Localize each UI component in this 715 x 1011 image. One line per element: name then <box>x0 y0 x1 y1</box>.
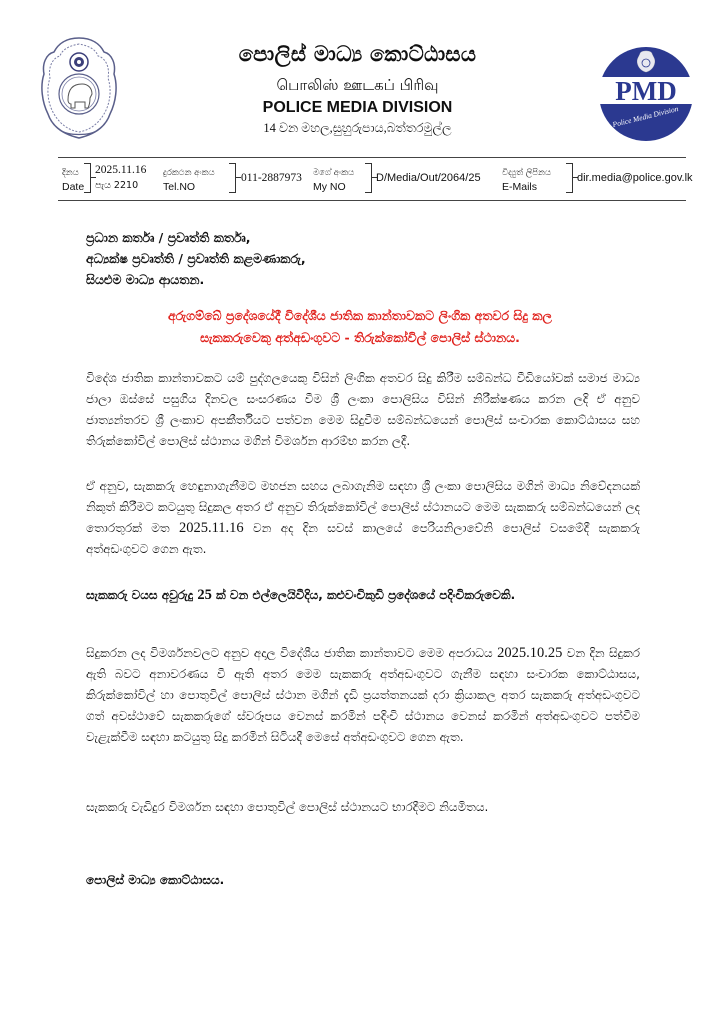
my-no-value: D/Media/Out/2064/25 <box>376 172 481 184</box>
my-no-label-si: මගේ අංකය <box>313 168 355 178</box>
email-label-en: E-Mails <box>502 181 538 193</box>
date-time: පැය 2210 <box>95 180 139 191</box>
paragraph-3-text-a: සැකකරු වයස අවුරුදු <box>86 588 194 602</box>
paragraph-4-date: 2025.10.25 <box>497 645 563 661</box>
header-title-tamil: பொலிஸ் ஊடகப் பிரிவு <box>276 76 439 94</box>
pmd-logo-subtext: Police Media Division <box>611 104 680 130</box>
addressee-block <box>86 227 306 290</box>
date-label-en: Date <box>62 181 85 193</box>
paragraph-2 <box>86 476 640 560</box>
headline-line-2: සැකකරුවෙකු අත්අඩංගුවට - තිරුක්කෝවිල් පොලිස් ස්ථානය. <box>200 330 520 345</box>
pmd-logo-text: PMD <box>615 76 677 106</box>
email-label-si: විද්‍යුත් ලිපිනය <box>502 168 551 178</box>
my-no-brace <box>365 163 372 193</box>
tel-label-en: Tel.NO <box>163 181 196 193</box>
headline <box>90 305 630 349</box>
paragraph-3-text-b: ක් වන එල්ලෙයිවීදිය, කළුවංචිකුඩි ප්‍රදේශයේ පදිංචිකරුවෙකි. <box>216 588 516 602</box>
email-label <box>502 166 551 194</box>
tel-label-si: දුරකථන අංකය <box>163 168 215 178</box>
paragraph-3-age: 25 <box>197 587 212 603</box>
headline-line-1: අරුගම්බේ ප්‍රදේශයේදී විදේශීය ජාතික කාන්තාවකට ලිංගික අතවර සිදු කල <box>168 308 552 323</box>
paragraph-1: විදේශ ජාතික කාන්තාවකට යම් පුද්ගලයෙකු විසින් ලිංගික අතවර සිදු කිරීම සම්බන්ධ වීඩියෝවක් සමාජ මාධ්‍ය ජාලා ඔස්සේ පසුගිය දිනවල සංසරණය වීම ශ්‍රී ලංකා පොලිසිය විසින් නිරීක්ෂණය කරන ලදි ඒ අනුව ජාත්‍යන්තරව ශ්‍රී ලංකාව අපකීර්තියට පත්වන මෙම සිදුවීම සම්බන්ධයෙන් පොලිස් සංචාරක කොට්ඨාසය සහ තිරුක්කෝවිල් පොලිස් ස්ථානය මගින් විමර්ශන ආරම්භ කරන ලදී. <box>86 371 640 448</box>
paragraph-4-text-b: වන දින සිදුකර ඇති බවට අනාවරණය වී ඇති අතර මෙම සැකකරු අත්අඩංගුවට ගැනීම සඳහා සංචාරක කොට්ඨාසය, කිරුක්කෝවිල් හා පොතුවිල් පොලිස් ස්ථාන මගින් දැඩි ප්‍රයත්තනයක් දරා ක්‍රියාකල අතර සැකකරු අත්අඩංගුවට ගත් අවස්ථාවේ සැකකරුගේ ස්වරූපය වෙනස් කරමින් පදිංචි ස්ථානය වෙනස් කරමින් අත්අඩංගුවට පත්වීම වැළැක්වීම සඳහා කටයුතු සිදු කරමින් සිටියදී මෙසේ අත්අඩංගුවට ගෙන ඇත. <box>86 646 640 744</box>
paragraph-2-text-b: වන අද දින සවස් කාලයේ පෙරියනිලාවේනි පොලිස් වසමේදී සැකකරු අත්අඩංගුවට ගෙන ඇත. <box>86 521 640 556</box>
paragraph-5: සැකකරු වැඩිදුර විමර්ශන සඳහා පොතුවිල් පොලිස් ස්ථානයට භාරදීමට නියමිතය. <box>86 800 489 814</box>
header-title-english: POLICE MEDIA DIVISION <box>262 99 453 116</box>
paragraph-4-text-a: සිදුකරන ලද විමර්ශනවලට අනුව අදාල විදේශීය ජාතික කාන්තාවට මෙම අපරාධය <box>86 646 493 660</box>
paragraph-4 <box>86 643 640 748</box>
signature: පොලිස් මාධ්‍ය කොට්ඨාසය. <box>86 873 225 887</box>
sri-lanka-police-emblem-logo <box>38 34 120 144</box>
email-link[interactable]: dir.media@police.gov.lk <box>577 172 693 184</box>
pmd-logo <box>596 44 696 144</box>
addressee-line: ප්‍රධාන කර්තෘ / ප්‍රවෘත්ති කර්තෘ, <box>86 230 251 245</box>
my-no-label <box>313 166 354 194</box>
tel-label <box>163 166 215 194</box>
date-label <box>62 166 84 194</box>
header-address: 14 වන මහල,සුහුරුපාය,බත්තරමුල්ල <box>263 121 452 135</box>
email-brace <box>566 163 573 193</box>
paragraph-2-text-a: ඒ අනුව, සැකකරු හෙඳුනාගැනීමට මහජන සහය ලබාගැනිම සඳහා ශ්‍රී ලංකා පොලිසිය මගින් මාධ්‍ය නිවේදනයක් නිකුත් කිරීමට කටයුතු සිදුකල අතර ඒ අනුව තිරුක්කෝවිල් පොලිස් ස්ථානයට මෙම සැකකරු සම්බන්ධයෙන් ලද තොරතුරක් මත <box>86 479 640 535</box>
header-title-sinhala: පොලිස් මාධ්‍ය කොට්ඨාසය <box>238 42 477 66</box>
addressee-line: සියළුම මාධ්‍ය ආයතන. <box>86 272 205 287</box>
date-brace <box>84 163 91 193</box>
paragraph-3 <box>86 585 640 606</box>
date-value: 2025.11.16 <box>95 164 147 176</box>
info-bottom-rule <box>58 200 686 201</box>
my-no-label-en: My NO <box>313 181 346 193</box>
date-label-si: දිනය <box>62 168 79 178</box>
tel-brace <box>229 163 236 193</box>
addressee-line: අධ්‍යක්ෂ ප්‍රවෘත්ති / ප්‍රවෘත්ති කළමණාකරු, <box>86 251 306 266</box>
paragraph-2-date: 2025.11.16 <box>178 520 244 536</box>
info-top-rule <box>58 157 686 158</box>
tel-value: 011-2887973 <box>241 172 302 184</box>
